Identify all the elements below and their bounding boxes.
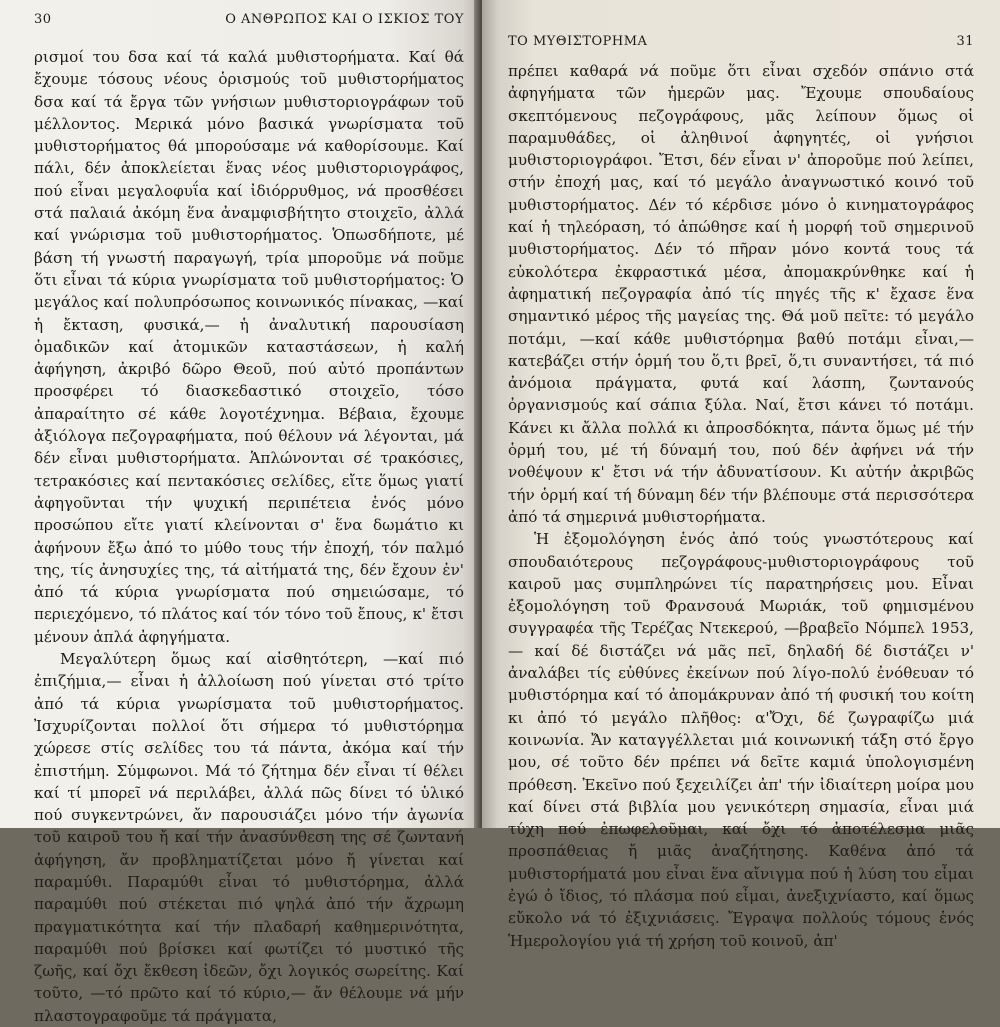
page-number: 31	[956, 34, 974, 49]
paragraph: ρισμοί του δσα καί τά καλά μυθιστορήματα. Καί θά ἔχουμε τόσους νέους ὁρισμούς τοῦ μυθιστορήματος δσα καί τά ἔργα τῶν γνήσιων μυθιστοριογράφων τοῦ μέλλοντος. Μερικά μόνο βασικά γνωρίσματα τοῦ μυθιστορήματος θά μπορούσαμε νά καθορίσουμε. Καί πάλι, δέν ἀποκλείεται ἕνας νέος μυθιστοριογράφος, πού εἶναι μεγαλοφυΐα καί ἰδιόρρυθμος, νά προσθέσει στά παλαιά ἀκόμη ἕνα ἀναμφισβήτητο στοιχεῖο, ἀλλά καί γνώρισμα τοῦ μυθιστορήματος. Ὁπωσδήποτε, μέ βάση τή γνωστή παραγωγή, τρία μποροῦμε νά ποῦμε ὅτι εἶναι τά κύρια γνωρίσματα τοῦ μυθιστορήματος: Ὁ μεγάλος καί πολυπρόσωπος κοινωνικός πίνακας, —καί ἡ ἔκταση, φυσικά,— ἡ ἀναλυτική παρουσίαση ὁμαδικῶν καί ἀτομικῶν καταστάσεων, ἡ καλή ἀφήγηση, ἀκριβό δῶρο Θεοῦ, πού αὐτό προπάντων προσφέρει τό διασκεδαστικό στοιχεῖο, τόσο ἀπαραίτητο σέ κάθε λογοτέχνημα. Βέβαια, ἔχουμε ἀξιόλογα πεζογραφήματα, πού θέλουν νά λέγονται, μά δέν εἶναι μυθιστορήματα. Ἁπλώνονται σέ τρακόσιες, τετρακόσιες καί πεντακόσιες σελίδες, εἴτε ὅμως γιατί ἀφηγοῦνται τήν ψυχική περιπέτεια ἑνός μόνο προσώπου εἴτε γιατί κλείνονται σ' ἕνα δωμάτιο κι ἀφήνουν ἔξω ἀπό το μύθο τους τήν ἐποχή, τόν παλμό της, τίς ἀνησυχίες της, τά αἰτήματά της, δέν ἔχουν ἐν' ἀπό τά κύρια γνωρίσματα πού σημειώσαμε, τό περιεχόμενο, τό πλάτος καί τόν τόνο τοῦ ἔπους, κ' ἔτσι μένουν ἁπλά ἀφηγήματα.	[34, 48, 464, 646]
right-page	[482, 0, 1000, 950]
page-number: 30	[34, 12, 52, 27]
right-page-text	[508, 60, 974, 952]
running-head: ΤΟ ΜΥΘΙΣΤΟΡΗΜΑ	[508, 34, 648, 49]
left-page-text	[34, 46, 464, 1027]
running-head: Ο ΑΝΘΡΩΠΟΣ ΚΑΙ Ο ΙΣΚΙΟΣ ΤΟΥ	[225, 12, 464, 27]
left-page-header	[34, 12, 464, 34]
right-page-header	[508, 34, 974, 56]
left-page	[0, 0, 482, 1025]
paragraph: Ἡ ἐξομολόγηση ἑνός ἀπό τούς γνωστότερους καί σπουδαιότερους πεζογράφους-μυθιστοριογράφους τοῦ καιροῦ μας συμπληρώνει τίς παρατηρήσεις μου. Εἶναι ἐξομολόγηση τοῦ Φρανσουά Μωριάκ, τοῦ φημισμένου συγγραφέα τῆς Τερέζας Ντεκερού, —βραβεῖο Νόμπελ 1953, — καί δέ διστάζει νά μᾶς πεῖ, δηλαδή δέ διστάζει ν' ἀναλάβει τίς εὐθύνες ἐκείνων πού λίγο-πολύ ἐνόθευαν τό μυθιστόρημα καί τό ἀπομάκρυναν ἀπό τή φυσική του κοίτη κι ἀπό τό μεγάλο πλῆθος: α'Ὄχι, δέ ζωγραφίζω μιά κοινωνία. Ἄν καταγγέλλεται μιά κοινωνική τάξη στό ἔργο μου, σέ τοῦτο δέν πρέπει νά δεῖτε καμιά ὑπολογισμένη πρόθεση. Ἐκεῖνο πού ξεχειλίζει ἀπ' τήν ἰδιαίτερη μοίρα μου καί δίνει στά βιβλία μου γενικότερη σημασία, εἶναι μιά τύχη πού ἐπωφελοῦμαι, καί ὄχι τό ἀποτέλεσμα μιᾶς προσπάθειας ἤ μιᾶς ἀναζήτησης. Καθένα ἀπό τά μυθιστορήματά μου εἶναι ἕνα αἴνιγμα πού ἡ λύση του εἶμαι ἐγώ ὁ ἴδιος, τό πλάσμα πού εἶμαι, ἀνεξιχνίαστο, καί ὅμως εὔκολο νά τό ἐξιχνιάσεις. Ἔγραψα πολλούς τόμους ἑνός Ἡμερολογίου γιά τή χρήση τοῦ κοινοῦ, ἀπ'	[508, 530, 974, 950]
paragraph: πρέπει καθαρά νά ποῦμε ὅτι εἶναι σχεδόν σπάνιο στά ἀφηγήματα τῶν ἡμερῶν μας. Ἔχουμε σπουδαίους σκεπτόμενους πεζογράφους, μᾶς λείπουν ὅμως οἱ παραμυθάδες, οἱ ἀληθινοί ἀφηγητές, οἱ γνήσιοι μυθιστοριογράφοι. Ἔτσι, δέν εἶναι ν' ἀποροῦμε πού λείπει, στήν ἐποχή μας, καί τό μεγάλο ἀναγνωστικό κοινό τοῦ μυθιστορήματος. Δέν τό κέρδισε μόνο ὁ κινηματογράφος καί ἡ τηλεόραση, τό ἀπώθησε καί ἡ μορφή τοῦ σημερινοῦ μυθιστορήματος. Δέν τό πῆραν μόνο κοντά τους τά εὐκολότερα ἐκφραστικά μέσα, ἀπομακρύνθηκε καί ἡ ἀφηματική πεζογραφία ἀπό τίς πηγές τῆς κ' ἔχασε ἕνα σημαντικό μέρος τῆς μαγείας της. Θά μοῦ πεῖτε: τό μεγάλο ποτάμι, —καί κάθε μυθιστόρημα βαθύ ποτάμι εἶναι,— κατεβάζει στήν ὁρμή του ὅ,τι βρεῖ, ὅ,τι συναντήσει, τά πιό ἀνόμοια πράγματα, φυτά καί λάσπη, ζωντανούς ὀργανισμούς καί σάπια ξύλα. Ναί, ἔτσι κάνει τό ποτάμι. Κάνει κι ἄλλα πολλά κι ἀπροσδόκητα, πάντα ὅμως μέ τήν ὁρμή του, μέ τή δύναμή του, πού δέν ἀφήνει νά τήν νοθέψουν κ' ἔτσι νά τήν ἀδυνατίσουν. Κι αὐτήν ἀκριβῶς τήν ὁρμή καί τή δύναμη δέν τήν βλέπουμε στά περισσότερα ἀπό τά σημερινά μυθιστορήματα.	[508, 62, 974, 526]
paragraph: Μεγαλύτερη ὅμως καί αἰσθητότερη, —καί πιό ἐπιζήμια,— εἶναι ἡ ἀλλοίωση πού γίνεται στό τρίτο ἀπό τά κύρια γνωρίσματα τοῦ μυθιστορήματος. Ἰσχυρίζονται πολλοί ὅτι σήμερα τό μυθιστόρημα χώρεσε στίς σελίδες του τά πάντα, ἀκόμα καί τήν ἐπιστήμη. Σύμφωνοι. Μά τό ζήτημα δέν εἶναι τί θέλει καί τί μπορεῖ νά περιλάβει, ἀλλά πῶς δίνει τό ὑλικό πού συγκεντρώνει, ἄν παρουσιάζει μόνο τήν ἀγωνία τοῦ καιροῦ του ἤ καί τήν ἀνασύνθεση της σέ ζωντανή ἀφήγηση, ἄν προβληματίζεται μόνο ἤ γίνεται καί παραμύθι. Παραμύθι εἶναι τό μυθιστόρημα, ἀλλά παραμύθι πού στέκεται πιό ψηλά ἀπό τήν ἄχρωμη πραγματικότητα καί τήν πλαδαρή καθημερινότητα, παραμύθι πού βρίσκει καί φωτίζει τό μυστικό τῆς ζωῆς, καί ὄχι ἔκθεση ἰδεῶν, ὄχι λογικός σωρείτης. Καί τοῦτο, —τό πρῶτο καί τό κύριο,— ἄν θέλουμε νά μήν πλαστογραφοῦμε τά πράγματα,	[34, 650, 464, 1025]
